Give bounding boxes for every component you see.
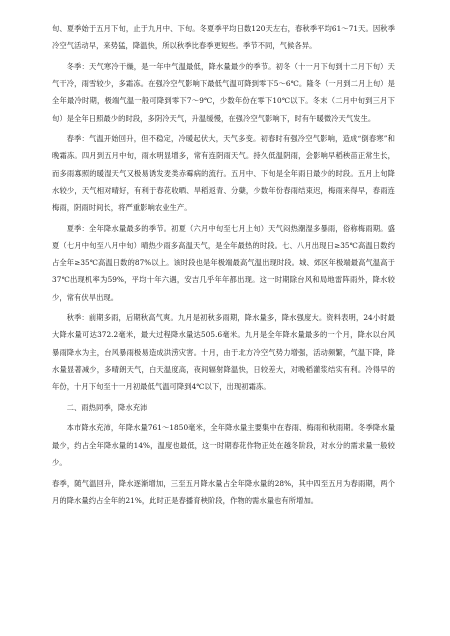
paragraph-summer: 夏季：全年降水量最多的季节。初夏（六月中旬至七月上旬）天气闷热潮湿多暴雨，俗称梅雨期。盛夏（七月中旬至八月中旬）晴热少雨多高温天气，是全年最热的时段。七、八月出现日≥35℃高温日数约占全年≥35℃高温日数的87%以上。该时段也是年极端最高气温出现时段。城、郊区年极端最高气温高于37℃出现机率为59%，平均十年六遇，安吉几乎年年都出现。这一时期除台风和局地雷阵雨外，降水较少，常有伏旱出现。: [52, 223, 395, 302]
paragraph-winter: 冬季：天气寒冷干燥，是一年中气温最低，降水量最少的季节。初冬（十一月下旬到十二月下旬）天气干冷，雨雪较少，多霜冻。在强冷空气影响下最低气温可降到零下5～6℃。隆冬（一月到二月上旬）是全年最冷时期，极端气温一般可降到零下7～9℃，少数年份在零下10℃以下。冬末（二月中旬到三月下旬）是全年日照最少的时段，多阴冷天气，升温缓慢，在强冷空气影响下，时有午暖微冷天气发生。: [52, 61, 395, 123]
paragraph-spring: 春季：气温开始回升，但不稳定，冷暖起伏大，天气多变。初春时有强冷空气影响，造成“倒春寒”和晚霜冻。四月到五月中旬，雨水明显增多，常有连阴雨天气。持久低温阴雨，会影响早稻秧苗正常生长，而多雨寡照的暖湿天气又极易诱发麦类赤霉病的流行。五月中、下旬是全年雨日最少的时段。五月上旬降水较少，天气相对晴好，有利于春花收晒、旱稻返青、分蘖，少数年份春雨结束迟，梅雨来得早，春雨连梅雨，阴雨时间长，将严重影响农业生产。: [52, 134, 395, 213]
paragraph-autumn: 秋季：前期多雨，后期秋高气爽。九月是初秋多雨期，降水量多，降水强度大。资料表明，24小时最大降水量可达372.2毫米，最大过程降水量达505.6毫米。九月是全年降水量最多的一个月，降水以台风暴雨降水为主，台风暴雨极易造成洪涝灾害。十月，由于北方冷空气势力增强，活动频繁，气温下降，降水量显著减少，多晴朗天气，白天温度高，夜间辐射降温快，日较差大，对晚稻灌浆结实有利。冷得早的年份，十月下旬至十一月初最低气温可降到4℃以下，出现初霜冻。: [52, 313, 395, 392]
paragraph-intro-seasons: 旬、夏季始于五月下旬，止于九月中、下旬。冬夏季平均日数120天左右，春秋季平均61～71天。因秋季冷空气活动早，来势猛，降温快，所以秋季比春季更短些。季节不同，气候各异。: [52, 24, 395, 51]
section-heading-rain-heat: 二、雨热同季，降水充沛: [66, 402, 148, 412]
paragraph-spring-precipitation: 春季，随气温回升，降水逐渐增加，三至五月降水量占全年降水量的28%，其中四至五月为春雨期，两个月的降水量约占全年的21%，此时正是春播育秧阶段，作物的需水量也有所增加。: [52, 478, 395, 505]
paragraph-precipitation: 本市降水充沛，年降水量761～1850毫米，全年降水量主要集中在春雨、梅雨和秋雨期。冬季降水量最少，约占全年降水量的14%，温度也最低，这一时期春花作物正处在越冬阶段，对水分的需求量一般较少。: [52, 423, 395, 467]
